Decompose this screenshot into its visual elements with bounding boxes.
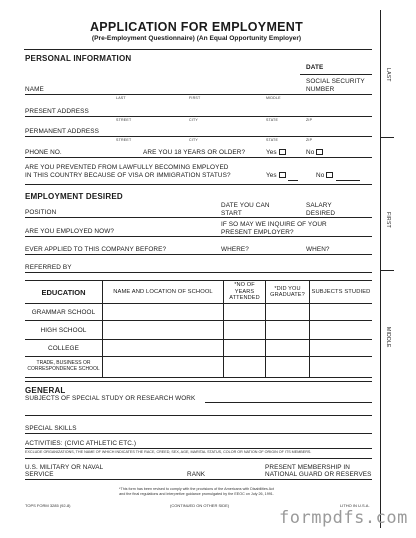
- continued-note: (CONTINUED ON OTHER SIDE): [170, 503, 230, 508]
- present-address-label: PRESENT ADDRESS: [25, 108, 89, 115]
- city-caption: CITY: [189, 118, 198, 122]
- referred-label: REFERRED BY: [25, 264, 72, 271]
- special-skills-label: SPECIAL SKILLS: [25, 425, 77, 432]
- row-college: COLLEGE: [48, 344, 79, 352]
- employed-now-label: ARE YOU EMPLOYED NOW?: [25, 228, 114, 235]
- date-line[interactable]: [300, 74, 372, 75]
- special-study-label: SUBJECTS OF SPECIAL STUDY OR RESEARCH WORK: [25, 395, 196, 402]
- ssn-label: SOCIAL SECURITY NUMBER: [306, 78, 365, 93]
- permanent-address-label: PERMANENT ADDRESS: [25, 128, 100, 135]
- watermark-text: formpdfs.com: [279, 508, 408, 528]
- footer-note-line1: *This form has been revised to comply with the provisions of the Americans with Disabilities Act: [119, 487, 274, 491]
- school-name-header: NAME AND LOCATION OF SCHOOL: [113, 289, 213, 295]
- row-grammar-school: GRAMMAR SCHOOL: [31, 308, 96, 316]
- sidebar-first-tab: FIRST: [385, 212, 391, 228]
- litho-note: LITHO IN U.S.A.: [340, 503, 370, 508]
- age-no-checkbox[interactable]: [316, 149, 323, 155]
- military-line[interactable]: [25, 479, 372, 480]
- first-caption: FIRST: [189, 96, 201, 100]
- visa-no[interactable]: [316, 172, 333, 179]
- special-study-line[interactable]: [205, 402, 372, 403]
- no-label: No: [306, 149, 315, 156]
- age-question: ARE YOU 18 YEARS OR OLDER?: [143, 149, 246, 156]
- guard-label: PRESENT MEMBERSHIP IN NATIONAL GUARD OR RESERVES: [265, 464, 372, 478]
- section-rule: [25, 184, 372, 185]
- present-address-line[interactable]: [25, 116, 372, 117]
- visa-yes[interactable]: [266, 172, 286, 179]
- middle-caption: MIDDLE: [266, 96, 281, 100]
- last-caption: LAST: [116, 96, 126, 100]
- form-title: APPLICATION FOR EMPLOYMENT: [89, 20, 304, 34]
- special-study-line2[interactable]: [25, 415, 372, 416]
- date-label: DATE: [306, 64, 324, 71]
- form-subtitle: (Pre-Employment Questionnaire) (An Equal Opportunity Employer): [91, 35, 302, 42]
- activities-line[interactable]: [25, 448, 372, 449]
- row-trade-school: TRADE, BUSINESS OR CORRESPONDENCE SCHOOL: [27, 360, 100, 372]
- personal-heading: PERSONAL INFORMATION: [25, 54, 132, 63]
- employed-now-line[interactable]: [25, 236, 372, 237]
- military-label: U.S. MILITARY OR NAVAL SERVICE: [25, 464, 104, 478]
- phone-line[interactable]: [25, 157, 372, 158]
- general-heading: GENERAL: [25, 386, 66, 395]
- visa-question-line2: IN THIS COUNTRY BECAUSE OF VISA OR IMMIGRATION STATUS?: [25, 172, 231, 179]
- visa-no-checkbox[interactable]: [326, 172, 333, 178]
- street-caption: STREET: [116, 138, 132, 142]
- visa-yes-line: [288, 180, 298, 181]
- age-yes-checkbox[interactable]: [279, 149, 286, 155]
- visa-no-line: [336, 180, 360, 181]
- subjects-header: SUBJECTS STUDIED: [311, 289, 371, 295]
- yes-label: Yes: [266, 172, 277, 179]
- date-can-start-label: DATE YOU CAN START: [221, 202, 270, 217]
- where-label: WHERE?: [221, 246, 249, 253]
- applied-label: EVER APPLIED TO THIS COMPANY BEFORE?: [25, 246, 167, 253]
- phone-label: PHONE NO.: [25, 149, 62, 156]
- sidebar-tick: [380, 137, 394, 138]
- header-rule: [24, 49, 372, 50]
- age-no[interactable]: [306, 149, 323, 156]
- age-yes[interactable]: [266, 149, 286, 156]
- no-label: No: [316, 172, 325, 179]
- row-high-school: HIGH SCHOOL: [40, 326, 87, 334]
- sidebar-middle-tab: MIDDLE: [385, 327, 391, 348]
- position-line[interactable]: [25, 217, 372, 218]
- zip-caption: ZIP: [306, 138, 313, 142]
- visa-question-line1: ARE YOU PREVENTED FROM LAWFULLY BECOMING EMPLOYED: [25, 164, 229, 171]
- referred-line[interactable]: [25, 272, 372, 273]
- education-header: EDUCATION: [41, 287, 86, 297]
- special-skills-line[interactable]: [25, 433, 372, 434]
- when-label: WHEN?: [306, 246, 330, 253]
- sidebar-tick: [380, 270, 394, 271]
- sidebar-border: [380, 10, 381, 528]
- position-label: POSITION: [25, 209, 57, 216]
- applied-line[interactable]: [25, 254, 372, 255]
- permanent-address-line[interactable]: [25, 136, 372, 137]
- inquire-label: IF SO MAY WE INQUIRE OF YOUR PRESENT EMPLOYER?: [221, 221, 327, 236]
- state-caption: STATE: [266, 138, 279, 142]
- form-number: TOPS FORM 3285 (92-8): [25, 503, 71, 508]
- name-label: NAME: [25, 86, 44, 93]
- yes-label: Yes: [266, 149, 277, 156]
- visa-yes-checkbox[interactable]: [279, 172, 286, 178]
- city-caption: CITY: [189, 138, 198, 142]
- section-rule: [25, 381, 372, 382]
- employment-heading: EMPLOYMENT DESIRED: [25, 192, 123, 201]
- footer-note-line2: and the final regulations and interpretive guidance promulgated by the EEOC on July 26, 1991.: [119, 492, 274, 496]
- state-caption: STATE: [266, 118, 279, 122]
- sidebar-last-tab: LAST: [385, 68, 391, 82]
- name-line[interactable]: [25, 94, 372, 95]
- years-attended-header: *NO OF YEARS ATTENDED: [229, 282, 260, 302]
- exclude-note: EXCLUDE ORGANIZATIONS, THE NAME OF WHICH INDICATES THE RACE, CREED, SEX, AGE, MARITAL STATUS, COLOR OR NATION OF ORIGIN OF ITS MEMBERS.: [25, 450, 312, 454]
- graduate-header: *DID YOU GRADUATE?: [270, 285, 305, 298]
- street-caption: STREET: [116, 118, 132, 122]
- zip-caption: ZIP: [306, 118, 313, 122]
- rank-label: RANK: [187, 471, 206, 478]
- salary-label: SALARY DESIRED: [306, 202, 336, 217]
- table-bottom: [25, 377, 372, 378]
- activities-label: ACTIVITIES: (CIVIC ATHLETIC ETC.): [25, 440, 137, 447]
- activities-line2[interactable]: [25, 458, 372, 459]
